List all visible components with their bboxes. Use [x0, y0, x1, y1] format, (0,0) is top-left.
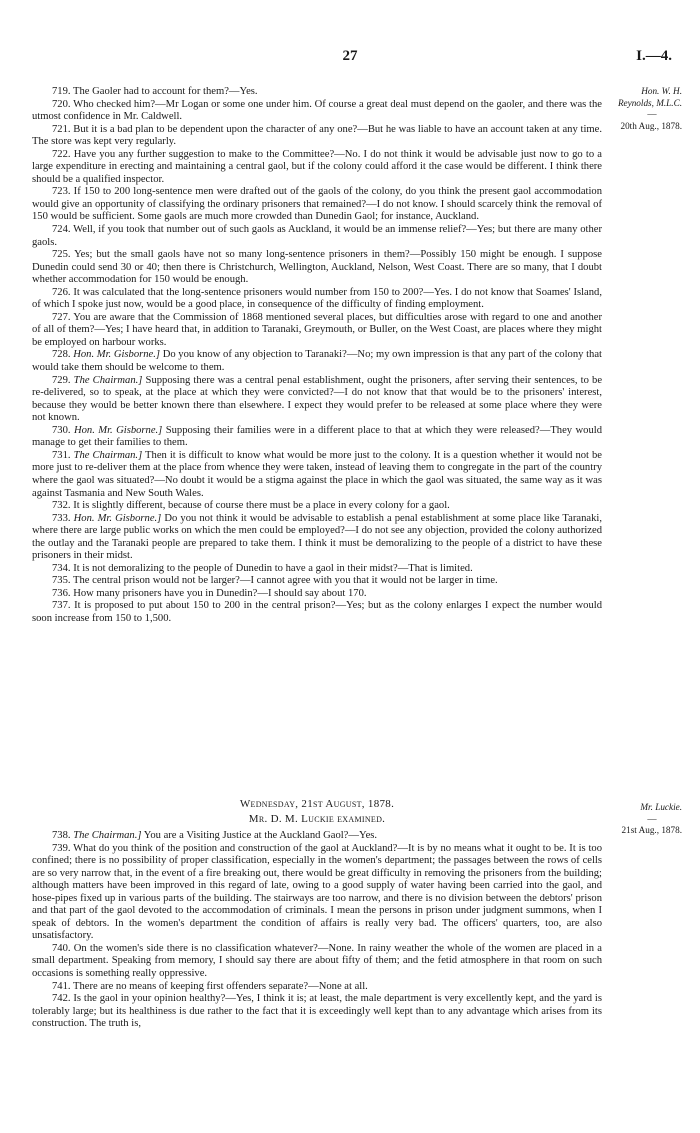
question-731: 731. The Chairman.] Then it is difficult to know what would be more just to the colony. It is a question whether it would not be more just to re-deliver them at the place from whence they were taken, instead of leaving them to congregate in the part of the country where the gaol was situated?—No doubt it would be a stigma against the place in which the gaol was situated, the same way as it was against Tasmania and New South Wales. — [32, 449, 602, 499]
margin-note-luckie — [592, 802, 682, 837]
speaker-label: Hon. Mr. Gisborne.] — [73, 512, 162, 524]
question-734: 734. It is not demoralizing to the people of Dunedin to have a gaol in their midst?—That is limited. — [52, 562, 473, 574]
margin-note-name-2: Reynolds, M.L.C. — [617, 97, 682, 108]
margin-note-dash: — — [647, 813, 657, 824]
speaker-label: Hon. Mr. Gisborne.] — [73, 424, 163, 436]
margin-note-date: 20th Aug., 1878. — [620, 120, 682, 131]
page-number: 27 — [342, 48, 358, 64]
question-735: 735. The central prison would not be larger?—I cannot agree with you that it would not be larger in time. — [52, 575, 498, 587]
date-heading: Wednesday, 21st August, 1878. — [239, 798, 395, 810]
margin-note-date: 21st Aug., 1878. — [621, 825, 682, 835]
question-740: 740. On the women's side there is no classification whatever?—None. In rainy weather the whole of the women are placed in a small department. Speaking from memory, I should say there are about fifty of them; and the fetid atmosphere in that room on such occasions is something really oppressive. — [32, 942, 602, 980]
question-733: 733. Hon. Mr. Gisborne.] Do you not think it would be advisable to establish a penal establishment at some place like Taranaki, where there are large public works on which the men could be employed?—I do not see any objection, provided the colony authorized the outlay and the Taranaki people are prepared to take them. I think it must be demoralizing to the people of a district to have these prisoners in their midst. — [32, 512, 602, 562]
question-732: 732. It is slightly different, because of course there must be a place in every colony for a gaol. — [52, 500, 450, 512]
question-742: 742. Is the gaol in your opinion healthy?—Yes, I think it is; at least, the male department is very excellently kept, and the yard is tolerably large; but its healthiness is due rather to the fact that it is exceedingly well kept than to any advantage which arises from its construction. The truth is, — [32, 993, 602, 1030]
question-725: 725. Yes; but the small gaols have not so many long-sentence prisoners in them?—Possibly 150 might be enough. I suppose Dunedin could send 30 or 40; then there is Christchurch, Wellington, Auckland, Nelson, West Coast. There are so many, that I doubt whether accommodation for 150 would be enough. — [32, 249, 602, 286]
speaker-label: The Chairman.] — [73, 830, 142, 841]
document-code: I.—4. — [636, 48, 672, 64]
question-736: 736. How many prisoners have you in Dunedin?—I should say about 170. — [52, 587, 367, 599]
question-739: 739. What do you think of the position and construction of the gaol at Auckland?—It is by no means what it ought to be. It is too confined; there is no possibility of proper classification, especially in the women's department; the passages between the rows of cells are so very narrow that, in the event of a fire breaking out, there would be great difficulty in removing the prisoners from the building; although matters have been improved in this regard of late, owing to a good supply of water having been carried into the gaol, and hose-pipes fixed up in various parts of the building. The stairways are too narrow, and there is no division between the debtors' prison and that part of the gaol devoted to the accommodation of criminals. I mean the persons in prison under judgment summons, when I speak of debtors. In the women's department the condition of affairs is really very bad. The officers' quarters, too, are also unsatisfactory. — [32, 842, 602, 942]
speaker-label: Hon. Mr. Gisborne.] — [73, 349, 161, 361]
question-738: 738. The Chairman.] You are a Visiting Justice at the Auckland Gaol?—Yes. — [52, 830, 378, 841]
question-723: 723. If 150 to 200 long-sentence men were drafted out of the gaols of the colony, do you think the present gaol accommodation would give an opportunity of classifying the ordinary prisoners that remained?—I do not know. I should scarcely think the removal of 150 would be sufficient. Some gaols are much more crowded than Dunedin Gaol; for instance, Auckland. — [32, 186, 602, 223]
speaker-label: The Chairman.] — [73, 374, 143, 386]
question-729: 729. The Chairman.] Supposing there was a central penal establishment, ought the prisoners, after serving their sentences, to be re-delivered, so to speak, at the place at which they were convicted?—I do not know that that would be to the prisoners' interest, because they would be better known there than elsewhere. I expect they would prefer to be released at some place where they were not known. — [32, 374, 603, 424]
speaker-label: The Chairman.] — [73, 449, 143, 461]
question-722: 722. Have you any further suggestion to make to the Committee?—No. I do not think it would be advisable just now to go to a large expenditure in erecting and maintaining a central gaol, but if the colony could afford it the case would be different. I think there should be a qualified inspector. — [32, 148, 602, 185]
margin-note-reynolds — [592, 86, 682, 132]
question-726: 726. It was calculated that the long-sentence prisoners would number from 150 to 200?—Yes. I do not know that Soames' Island, of which I spoke just now, would be a good place, in consequence of the difficulty of finding employment. — [32, 286, 602, 311]
page-header — [0, 48, 700, 68]
question-737: 737. It is proposed to put about 150 to 200 in the central prison?—Yes; but as the colony enlarges I expect the number would soon increase from 150 to 1,500. — [32, 600, 602, 624]
evidence-section-luckie — [32, 830, 602, 1031]
margin-note-dash: — — [647, 109, 657, 119]
question-730: 730. Hon. Mr. Gisborne.] Supposing their families were in a different place to that at which they were released?—They would manage to get their families to them. — [32, 424, 602, 449]
witness-heading: Mr. D. M. Luckie examined. — [248, 813, 386, 825]
question-727: 727. You are aware that the Commission of 1868 mentioned several places, but difficulties arose with regard to one and another of all of them?—Yes; I have heard that, in addition to Taranaki, Greymouth, or Buller, on the West Coast, are places where they might be employed on harbour works. — [32, 311, 602, 348]
question-720: 720. Who checked him?—Mr Logan or some one under him. Of course a great deal must depend on the gaoler, and there was the utmost confidence in Mr. Caldwell. — [32, 98, 602, 123]
question-724: 724. Well, if you took that number out of such gaols as Auckland, it would be an immense relief?—Yes; but there are many other gaols. — [32, 224, 602, 248]
question-741: 741. There are no means of keeping first offenders separate?—None at all. — [52, 980, 368, 992]
evidence-section-reynolds — [32, 86, 602, 626]
question-721: 721. But it is a bad plan to be dependent upon the character of any one?—But he was liable to have an account taken at any time. The store was kept very regularly. — [32, 123, 602, 148]
question-728: 728. Hon. Mr. Gisborne.] Do you know of any objection to Taranaki?—No; my own impression is that any part of the colony that would take them should be welcome to them. — [32, 349, 602, 374]
question-719: 719. The Gaoler had to account for them?—Yes. — [52, 86, 258, 97]
margin-note-name: Mr. Luckie. — [640, 802, 682, 812]
margin-note-name: Hon. W. H. — [641, 86, 682, 96]
